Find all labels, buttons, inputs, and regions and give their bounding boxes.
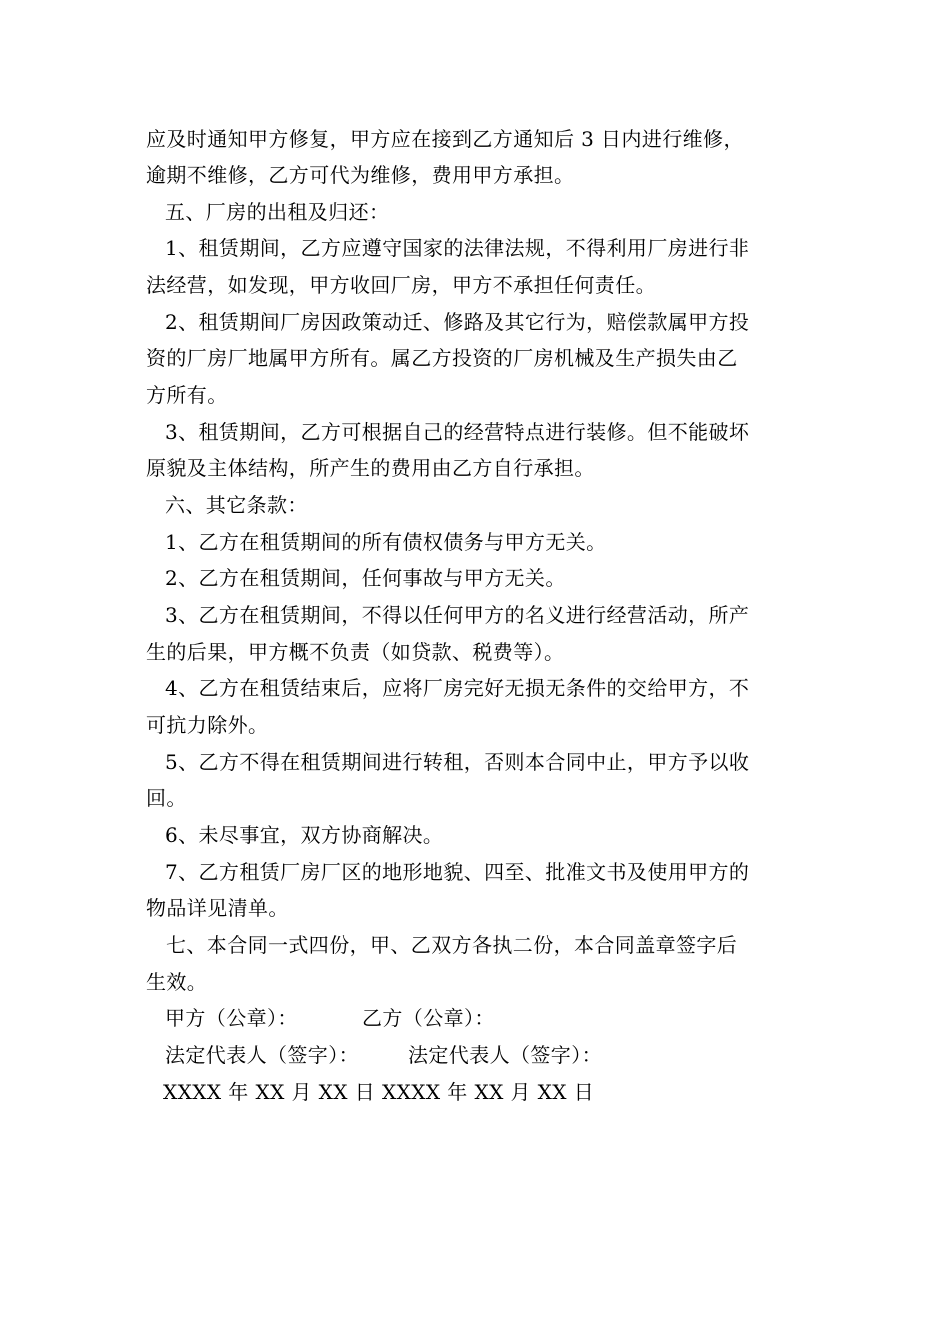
party-a-representative-label: 法定代表人（签字）： [165,1043,359,1067]
party-b-date: XXXX 年 XX 月 XX 日 [382,1080,595,1104]
text-line: 生的后果，甲方概不负责（如贷款、税费等）。 [146,640,565,664]
text-line: 2、租赁期间厂房因政策动迁、修路及其它行为，赔偿款属甲方投 [165,310,750,334]
party-a-date: XXXX 年 XX 月 XX 日 [163,1080,376,1104]
text-line: 2、乙方在租赁期间，任何事故与甲方无关。 [165,566,566,590]
text-line: 应及时通知甲方修复，甲方应在接到乙方通知后 3 日内进行维修， [146,127,744,151]
text-line: 资的厂房厂地属甲方所有。属乙方投资的厂房机械及生产损失由乙 [146,346,738,370]
party-b-representative-label: 法定代表人（签字）： [408,1043,602,1067]
party-b-seal-label: 乙方（公章）： [362,1006,495,1030]
text-line: 原貌及主体结构，所产生的费用由乙方自行承担。 [146,456,595,480]
text-line: 1、乙方在租赁期间的所有债权债务与甲方无关。 [165,530,607,554]
text-line: 法经营，如发现，甲方收回厂房，甲方不承担任何责任。 [146,273,656,297]
text-line: 3、乙方在租赁期间，不得以任何甲方的名义进行经营活动，所产 [165,603,750,627]
text-line: 回。 [146,786,187,810]
text-line: 生效。 [146,970,208,994]
text-line: 7、乙方租赁厂房厂区的地形地貌、四至、批准文书及使用甲方的 [165,860,750,884]
section-heading: 六、其它条款： [165,493,308,517]
text-line: 可抗力除外。 [146,713,269,737]
text-line: 方所有。 [146,383,228,407]
text-line: 物品详见清单。 [146,896,289,920]
section-heading: 五、厂房的出租及归还： [165,200,390,224]
party-a-seal-label: 甲方（公章）： [165,1006,298,1030]
text-line: 4、乙方在租赁结束后，应将厂房完好无损无条件的交给甲方，不 [165,676,750,700]
text-line: 3、租赁期间，乙方可根据自己的经营特点进行装修。但不能破坏 [165,420,750,444]
section-heading: 七、本合同一式四份，甲、乙双方各执二份，本合同盖章签字后 [166,933,738,957]
text-line: 5、乙方不得在租赁期间进行转租，否则本合同中止，甲方予以收 [165,750,750,774]
text-line: 6、未尽事宜，双方协商解决。 [165,823,444,847]
text-line: 逾期不维修，乙方可代为维修，费用甲方承担。 [146,163,575,187]
text-line: 1、租赁期间，乙方应遵守国家的法律法规，不得利用厂房进行非 [165,236,750,260]
